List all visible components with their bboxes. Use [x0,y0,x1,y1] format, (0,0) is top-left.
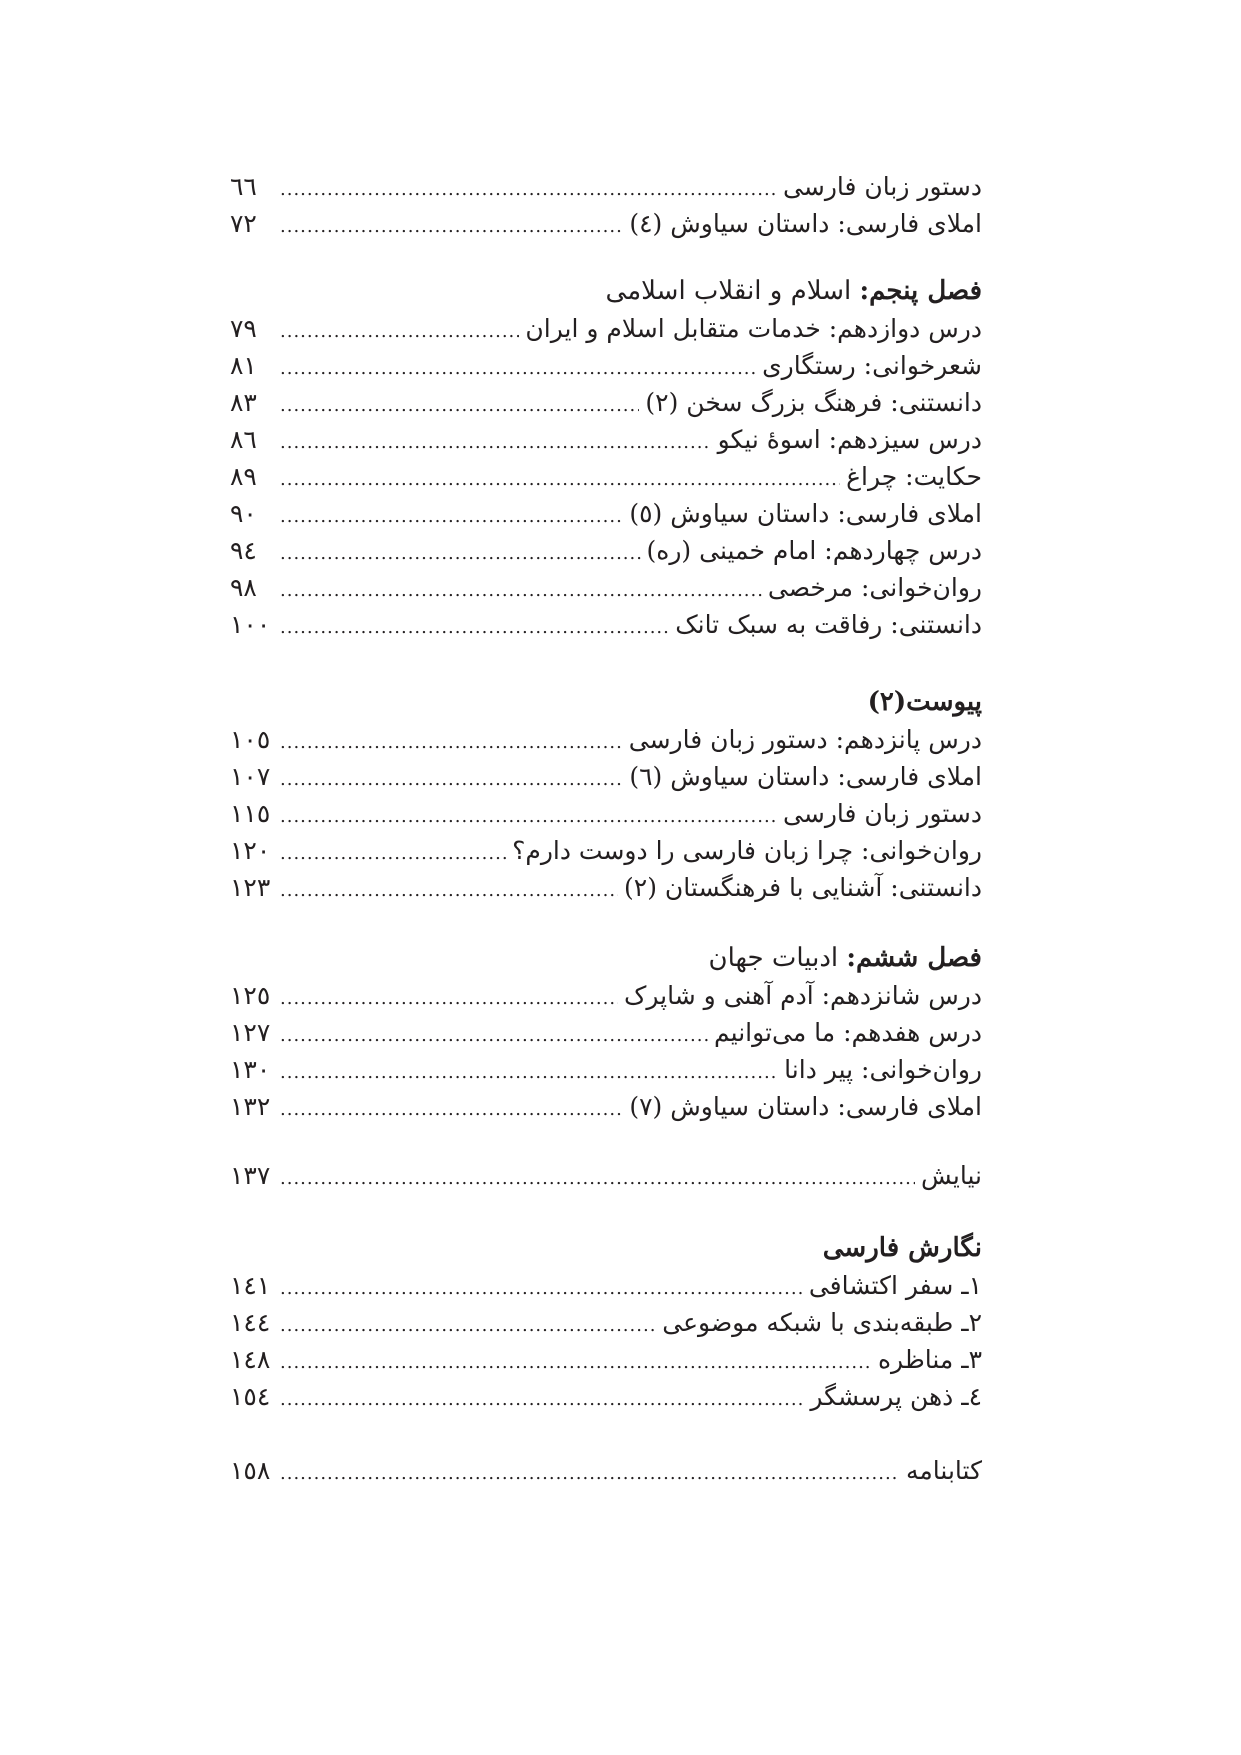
toc-entry[interactable] [230,758,982,795]
dot-leader [280,387,639,424]
writing-heading [230,1229,982,1267]
entry-title: املای فارسی: داستان سیاوش (٤) [629,209,982,238]
dot-leader [280,835,506,872]
dot-leader [280,724,623,761]
toc-entry[interactable] [230,1014,982,1051]
page-number: ١٤٤ [230,1308,271,1337]
dot-leader [280,572,762,609]
chapter-5-heading [230,272,982,310]
intro-section [230,168,982,242]
prayer-section [230,1157,982,1194]
toc-entry[interactable] [230,1304,982,1341]
toc-entry[interactable] [230,832,982,869]
entry-title: کتابنامه [906,1456,982,1485]
entry-title: درس هفدهم: ما می‌توانیم [714,1018,982,1047]
entry-title: روان‌خوانی: پیر دانا [784,1055,982,1084]
entry-title: شعرخوانی: رستگاری [762,351,982,380]
page-number: ١٣٢ [230,1092,271,1121]
toc-entry[interactable] [230,1267,982,1304]
page-number: ٩٤ [230,536,257,565]
dot-leader [280,1344,872,1381]
writing-label: نگارش فارسی [822,1233,982,1263]
toc-entry[interactable] [230,606,982,643]
dot-leader [280,1160,915,1197]
page-number: ١٢٥ [230,981,271,1010]
appendix-2-section [230,683,982,906]
toc-entry[interactable] [230,495,982,532]
entry-title: درس چهاردهم: امام خمینی (ره) [646,536,982,565]
toc-entry[interactable] [230,1341,982,1378]
entry-title: حکایت: چراغ [846,462,982,491]
toc-entry[interactable] [230,168,982,205]
bibliography-section [230,1452,982,1489]
page-number: ١٣٠ [230,1055,271,1084]
chapter-6-heading [230,939,982,977]
dot-leader [280,1017,708,1054]
dot-leader [280,461,840,498]
page-number: ١٤٨ [230,1345,271,1374]
toc-entry[interactable] [230,869,982,906]
page-number: ١٥٨ [230,1456,271,1485]
dot-leader [280,171,777,208]
dot-leader [280,1307,656,1344]
page-number: ١٢٠ [230,836,271,865]
page-number: ٧٩ [230,314,257,343]
entry-title: درس پانزدهم: دستور زبان فارسی [628,725,982,754]
chapter-label: فصل پنجم: [859,276,982,306]
page-number: ١٢٣ [230,873,271,902]
entry-title: ١ـ سفر اکتشافی [808,1271,982,1300]
chapter-5-section [230,272,982,643]
entry-title: ٣ـ مناظره [877,1345,982,1374]
page-number: ١٠٧ [230,762,271,791]
page-number: ٨٦ [230,425,257,454]
appendix-label: پیوست(٢) [867,687,982,717]
toc-entry[interactable] [230,205,982,242]
page-number: ١٢٧ [230,1018,271,1047]
dot-leader [280,1054,778,1091]
entry-title: ٤ـ ذهن پرسشگر [810,1382,982,1411]
chapter-label: فصل ششم: [846,943,982,973]
dot-leader [280,872,618,909]
dot-leader [280,313,519,350]
dot-leader [280,798,777,835]
toc-entry[interactable] [230,310,982,347]
dot-leader [280,1381,804,1418]
page-number: ٩٠ [230,499,257,528]
entry-title: روان‌خوانی: چرا زبان فارسی را دوست دارم؟ [512,836,982,865]
dot-leader [280,208,623,245]
dot-leader [280,498,623,535]
chapter-subtitle: اسلام و انقلاب اسلامی [605,276,860,306]
entry-title: املای فارسی: داستان سیاوش (٧) [629,1092,982,1121]
toc-entry[interactable] [230,347,982,384]
chapter-subtitle: ادبیات جهان [708,943,847,973]
entry-title: املای فارسی: داستان سیاوش (٦) [629,762,982,791]
page-number: ٨٩ [230,462,257,491]
entry-title: دستور زبان فارسی [783,172,982,201]
dot-leader [280,761,623,798]
table-of-contents [230,168,982,1489]
page-number: ٨٣ [230,388,257,417]
dot-leader [280,1270,803,1307]
dot-leader [280,1455,900,1492]
page-number: ١٠٥ [230,725,271,754]
writing-section [230,1229,982,1415]
dot-leader [280,1091,623,1128]
page-number: ١٥٤ [230,1382,271,1411]
entry-title: درس سیزدهم: اسوۀ نیکو [717,425,982,454]
toc-entry[interactable] [230,977,982,1014]
entry-title: روان‌خوانی: مرخصی [767,573,982,602]
entry-title: ٢ـ طبقه‌بندی با شبکه موضوعی [662,1308,982,1337]
page-number: ٨١ [230,351,257,380]
entry-title: نیایش [921,1161,982,1190]
page-number: ١٣٧ [230,1161,271,1190]
dot-leader [280,350,756,387]
toc-entry[interactable] [230,384,982,421]
page-number: ١١٥ [230,799,271,828]
entry-title: دستور زبان فارسی [783,799,982,828]
dot-leader [280,535,641,572]
entry-title: دانستنی: رفاقت به سبک تانک [675,610,982,639]
entry-title: درس دوازدهم: خدمات متقابل اسلام و ایران [525,314,982,343]
toc-entry[interactable] [230,1452,982,1489]
entry-title: درس شانزدهم: آدم آهنی و شاپرک [624,981,982,1010]
toc-entry[interactable] [230,421,982,458]
chapter-6-section [230,939,982,1125]
appendix-2-heading [230,683,982,721]
dot-leader [280,609,669,646]
dot-leader [280,424,712,461]
toc-entry[interactable] [230,721,982,758]
entry-title: املای فارسی: داستان سیاوش (٥) [629,499,982,528]
toc-entry[interactable] [230,1378,982,1415]
dot-leader [280,980,618,1017]
page-number: ٦٦ [230,172,257,201]
toc-entry[interactable] [230,1157,982,1194]
page-number: ١٠٠ [230,610,271,639]
page-number: ٩٨ [230,573,257,602]
toc-entry[interactable] [230,1051,982,1088]
toc-entry[interactable] [230,795,982,832]
entry-title: دانستنی: فرهنگ بزرگ سخن (٢) [645,388,982,417]
toc-entry[interactable] [230,1088,982,1125]
toc-entry[interactable] [230,569,982,606]
entry-title: دانستنی: آشنایی با فرهنگستان (٢) [624,873,982,902]
toc-entry[interactable] [230,532,982,569]
page-number: ٧٢ [230,209,257,238]
page-number: ١٤١ [230,1271,271,1300]
toc-entry[interactable] [230,458,982,495]
